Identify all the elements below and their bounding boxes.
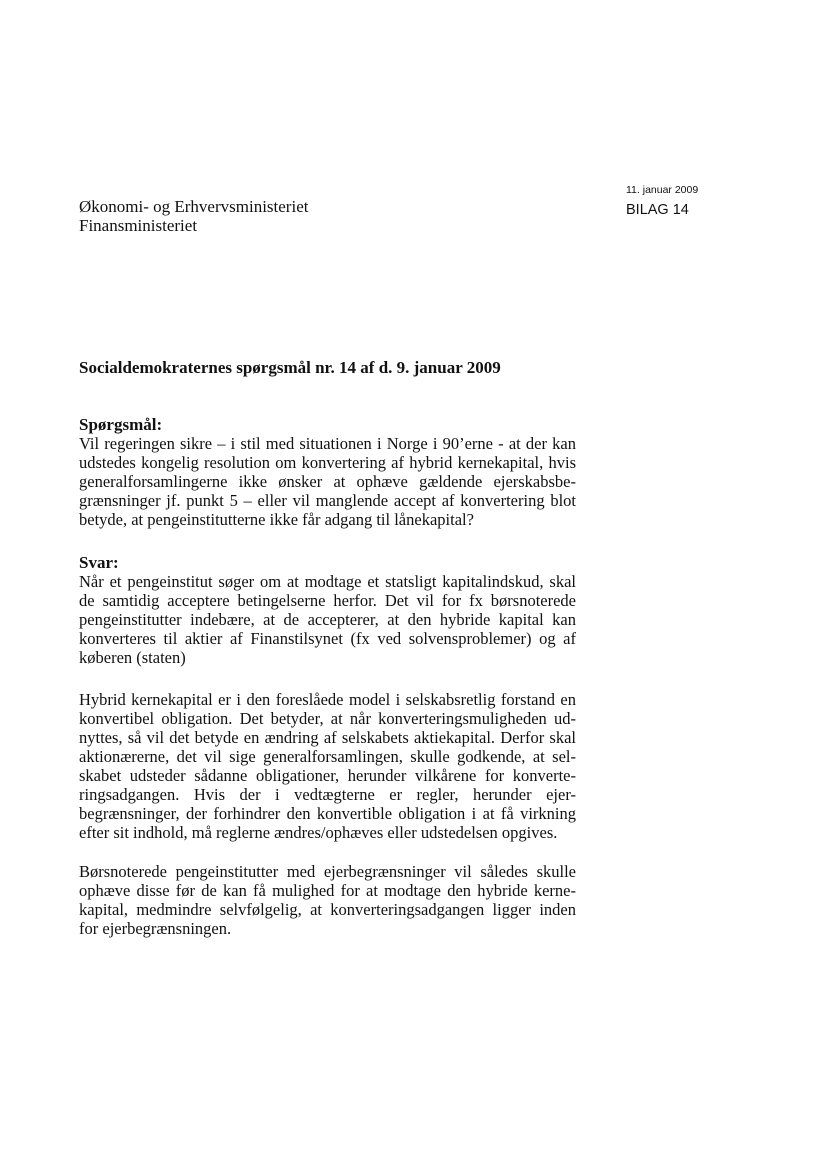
answer-line: konvertibel obligation. Det betyder, at når konverteringsmuligheden ud- [79, 709, 576, 728]
answer-line: efter sit indhold, må reglerne ændres/ophæves eller udstedelsen opgives. [79, 823, 558, 842]
question-heading: Spørgsmål: [79, 415, 163, 434]
answer-line: Når et pengeinstitut søger om at modtage et statsligt kapitalindskud, skal [79, 572, 576, 591]
answer-line: nyttes, så vil det betyde en ændring af selskabets aktiekapital. Derfor skal [79, 728, 576, 747]
answer-line: Hybrid kernekapital er i den foreslåede model i selskabsretlig forstand en [79, 690, 576, 709]
answer-line: ophæve disse før de kan få mulighed for at modtage den hybride kerne- [79, 881, 576, 900]
recipient-line: Finansministeriet [79, 216, 198, 235]
question-line: betyde, at pengeinstitutterne ikke får adgang til lånekapital? [79, 510, 474, 529]
question-line: grænsninger jf. punkt 5 – eller vil manglende accept af konvertering blot [79, 491, 576, 510]
answer-line: de samtidig acceptere betingelserne herfor. Det vil for fx børsnoterede [79, 591, 576, 610]
answer-line: konverteres til aktier af Finanstilsynet (fx ved solvensproblemer) og af [79, 629, 576, 648]
answer-line: Børsnoterede pengeinstitutter med ejerbegrænsninger vil således skulle [79, 862, 576, 881]
answer-paragraph-3 [79, 862, 576, 938]
question-line: udstedes kongelig resolution om konvertering af hybrid kernekapital, hvis [79, 453, 576, 472]
question-section [79, 415, 576, 529]
document-title: Socialdemokraternes spørgsmål nr. 14 af d. 9. januar 2009 [79, 358, 501, 377]
answer-line: for ejerbegrænsningen. [79, 919, 232, 938]
question-line: Vil regeringen sikre – i stil med situationen i Norge i 90’erne - at der kan [79, 434, 576, 453]
answer-line: ringsadgangen. Hvis der i vedtægterne er regler, herunder ejer- [79, 785, 576, 804]
bilag-label: BILAG 14 [626, 202, 689, 218]
answer-line: skabet udsteder sådanne obligationer, herunder vilkårene for konverte- [79, 766, 576, 785]
recipient-line: Økonomi- og Erhvervsministeriet [79, 197, 309, 216]
answer-heading: Svar: [79, 553, 119, 572]
answer-line: køberen (staten) [79, 648, 186, 667]
answer-line: aktionærerne, det vil sige generalforsamlingen, skulle godkende, at sel- [79, 747, 576, 766]
document-date: 11. januar 2009 [626, 184, 699, 196]
answer-line: kapital, medmindre selvfølgelig, at konverteringsadgangen ligger inden [79, 900, 576, 919]
recipients-block [79, 197, 308, 235]
answer-line: begrænsninger, der forhindrer den konvertible obligation i at få virkning [79, 804, 576, 823]
answer-paragraph-2 [79, 690, 576, 842]
question-line: generalforsamlingerne ikke ønsker at ophæve gældende ejerskabsbe- [79, 472, 576, 491]
answer-line: pengeinstitutter indebære, at de accepterer, at den hybride kapital kan [79, 610, 576, 629]
answer-section [79, 553, 576, 667]
